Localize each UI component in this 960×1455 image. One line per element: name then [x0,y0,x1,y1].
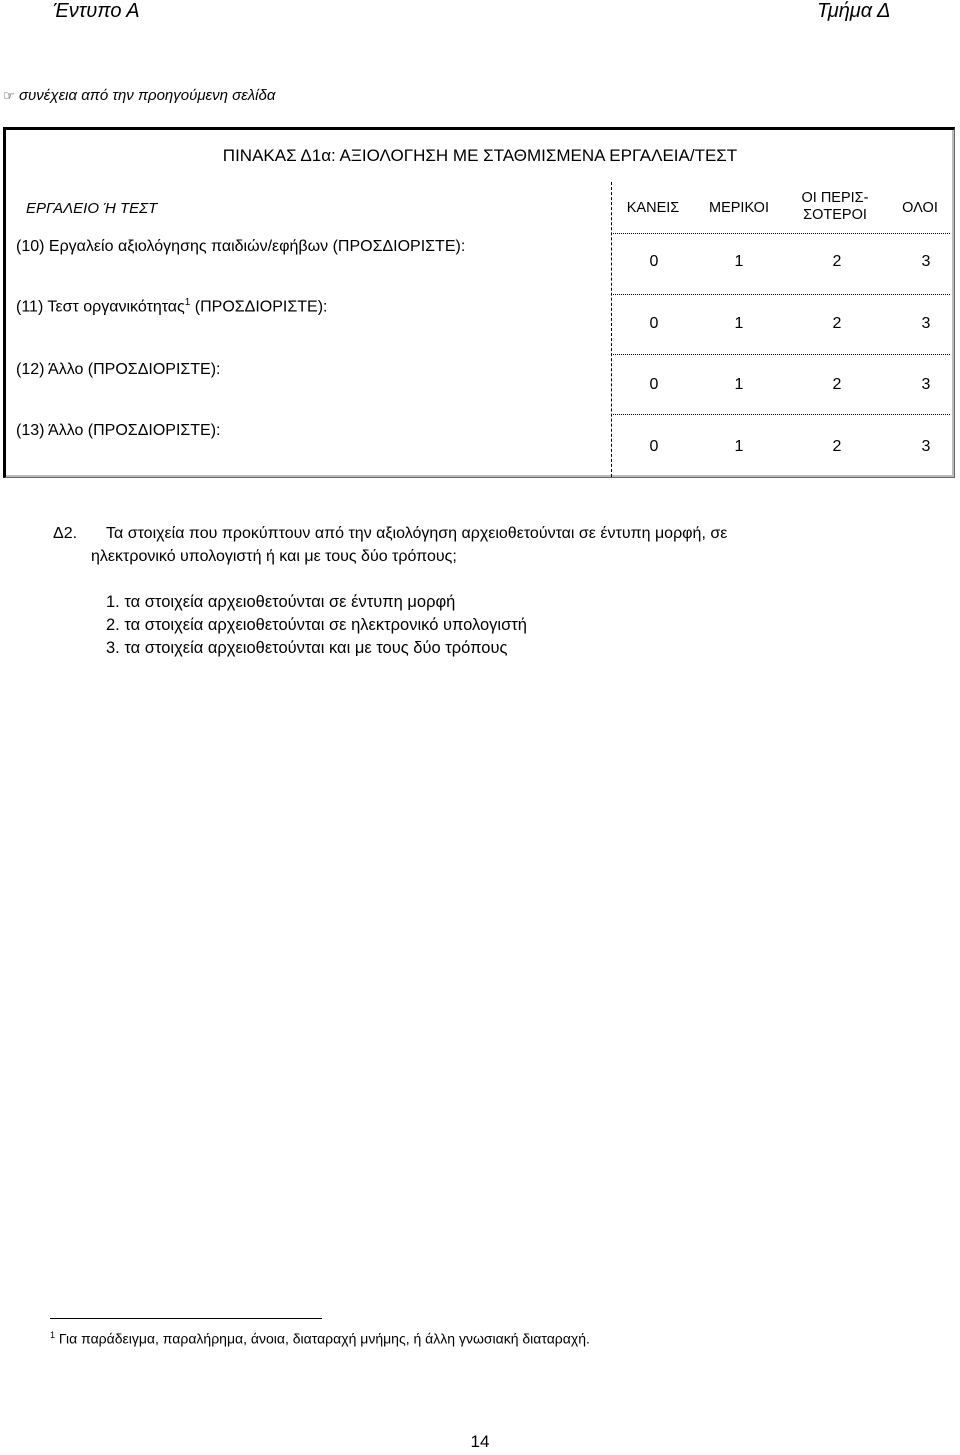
score-2[interactable]: 2 [832,315,842,332]
footnote [50,1330,590,1347]
question-text-line2: ηλεκτρονικό υπολογιστή ή και με τους δύο τρόπους; [91,548,457,565]
row-11-label: (11) Τεστ οργανικότητας [16,298,185,316]
row-divider [611,354,950,355]
answer-option-3[interactable]: 3. τα στοιχεία αρχειοθετούνται και με τους δύο τρόπους [106,639,508,657]
score-0[interactable]: 0 [649,438,659,455]
row-11-specify: (ΠΡΟΣΔΙΟΡΙΣΤΕ): [190,298,328,316]
score-1[interactable]: 1 [734,376,744,393]
score-1[interactable]: 1 [734,315,744,332]
row-divider [611,414,950,415]
score-3[interactable]: 3 [921,253,931,270]
score-3[interactable]: 3 [921,438,931,455]
assessment-table [3,127,955,478]
footnote-separator [50,1318,322,1319]
section-label: Τμήμα Δ [817,0,891,22]
col-header-most-line1: ΟΙ ΠΕΡΙΣ- [801,190,869,206]
score-3[interactable]: 3 [921,315,931,332]
row-divider [611,233,950,234]
column-divider [611,182,612,477]
footnote-ref: 1 [184,297,191,308]
col-header-none: ΚΑΝΕΙΣ [626,200,680,216]
row-divider [611,294,950,295]
score-0[interactable]: 0 [649,376,659,393]
question-text-line1: Τα στοιχεία που προκύπτουν από την αξιολόγηση αρχειοθετούνται σε έντυπη μορφή, σε [106,525,728,542]
pointing-hand-icon: ☞ [3,88,15,103]
question-number: Δ2. [53,525,78,542]
col-header-some: ΜΕΡΙΚΟΙ [709,200,769,216]
footnote-text: Για παράδειγμα, παραλήρημα, άνοια, διαταραχή μνήμης, ή άλλη γνωσιακή διαταραχή. [55,1330,590,1347]
answer-option-1[interactable]: 1. τα στοιχεία αρχειοθετούνται σε έντυπη μορφή [106,593,456,611]
answer-option-2[interactable]: 2. τα στοιχεία αρχειοθετούνται σε ηλεκτρονικό υπολογιστή [106,616,527,634]
col-header-most [796,190,874,224]
table-title: ΠΙΝΑΚΑΣ Δ1α: ΑΞΙΟΛΟΓΗΣΗ ΜΕ ΣΤΑΘΜΙΣΜΕΝΑ ΕΡΓΑΛΕΙΑ/ΤΕΣΤ [222,146,738,165]
col-header-most-line2: ΣΟΤΕΡΟΙ [803,207,867,223]
tool-column-header: ΕΡΓΑΛΕΙΟ Ή ΤΕΣΤ [26,200,158,217]
score-2[interactable]: 2 [832,376,842,393]
footnote-mark: 1 [50,1330,56,1340]
score-1[interactable]: 1 [734,253,744,270]
score-0[interactable]: 0 [649,253,659,270]
score-2[interactable]: 2 [832,438,842,455]
form-label: Έντυπο Α [53,0,140,22]
page-number: 14 [470,1432,490,1451]
score-3[interactable]: 3 [921,376,931,393]
table-row-label-10: (10) Εργαλείο αξιολόγησης παιδιών/εφήβων (ΠΡΟΣΔΙΟΡΙΣΤΕ): [16,238,466,255]
table-row-label-12: (12) Άλλο (ΠΡΟΣΔΙΟΡΙΣΤΕ): [16,361,221,378]
table-row-label-11 [16,297,327,316]
score-1[interactable]: 1 [734,438,744,455]
score-0[interactable]: 0 [649,315,659,332]
score-2[interactable]: 2 [832,253,842,270]
col-header-all: ΟΛΟΙ [902,200,938,216]
table-row-label-13: (13) Άλλο (ΠΡΟΣΔΙΟΡΙΣΤΕ): [16,422,221,439]
continuation-text: συνέχεια από την προηγούμενη σελίδα [19,87,276,104]
continuation-note [3,87,275,104]
